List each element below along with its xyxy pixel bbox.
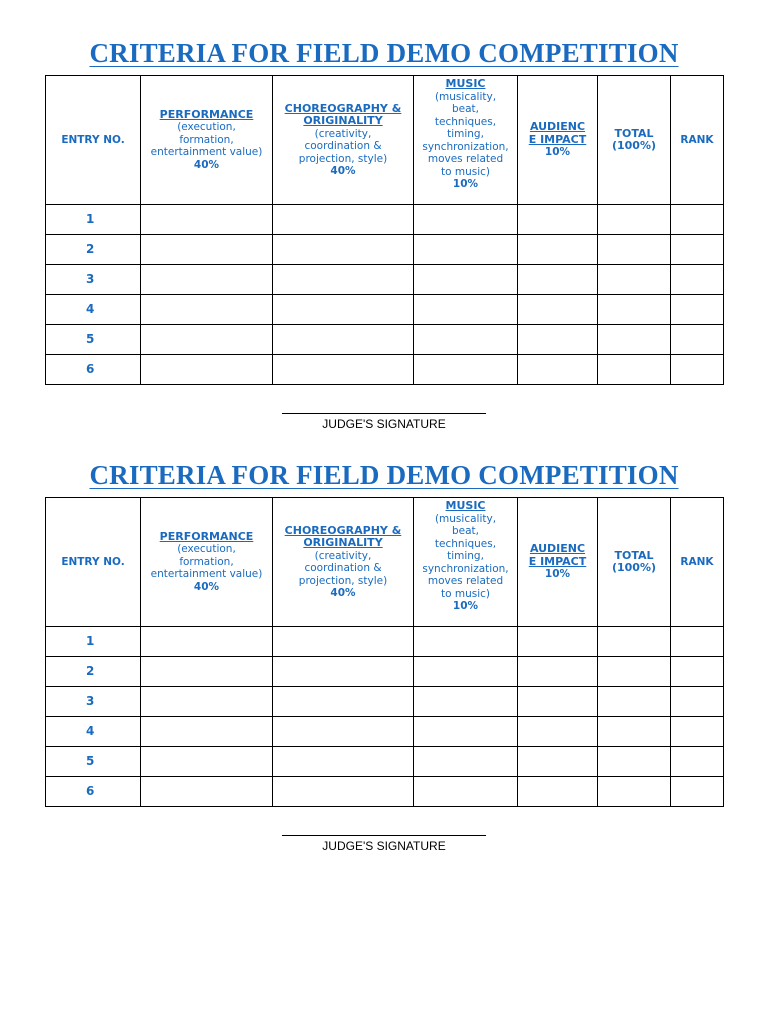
choreography-score-cell[interactable] <box>273 717 414 747</box>
entry-no-header: ENTRY NO. <box>46 76 141 205</box>
performance-score-cell[interactable] <box>141 657 273 687</box>
rank-cell[interactable] <box>671 235 724 265</box>
rank-cell[interactable] <box>671 205 724 235</box>
music-score-cell[interactable] <box>414 657 518 687</box>
music-score-cell[interactable] <box>414 295 518 325</box>
performance-score-cell[interactable] <box>141 687 273 717</box>
total-score-cell[interactable] <box>598 657 671 687</box>
music-score-cell[interactable] <box>414 687 518 717</box>
header-row <box>46 498 724 627</box>
entry-number: 3 <box>46 687 141 717</box>
signature-label: JUDGE'S SIGNATURE <box>322 839 446 853</box>
music-score-cell[interactable] <box>414 355 518 385</box>
sheet-title: CRITERIA FOR FIELD DEMO COMPETITION <box>89 38 679 68</box>
choreography-header: CHOREOGRAPHY & ORIGINALITY (creativity, coordination & projection, style) 40% <box>273 76 414 205</box>
choreography-header: CHOREOGRAPHY & ORIGINALITY (creativity, coordination & projection, style) 40% <box>273 498 414 627</box>
table-row <box>46 205 724 235</box>
entry-number: 1 <box>46 205 141 235</box>
audience-score-cell[interactable] <box>518 295 598 325</box>
rank-cell[interactable] <box>671 355 724 385</box>
rank-cell[interactable] <box>671 717 724 747</box>
entry-number: 6 <box>46 355 141 385</box>
choreography-score-cell[interactable] <box>273 777 414 807</box>
audience-score-cell[interactable] <box>518 355 598 385</box>
rank-cell[interactable] <box>671 687 724 717</box>
music-score-cell[interactable] <box>414 747 518 777</box>
rank-cell[interactable] <box>671 627 724 657</box>
table-row <box>46 355 724 385</box>
rank-header: RANK <box>671 498 724 627</box>
audience-score-cell[interactable] <box>518 747 598 777</box>
header-row <box>46 76 724 205</box>
total-score-cell[interactable] <box>598 777 671 807</box>
table-row <box>46 627 724 657</box>
total-score-cell[interactable] <box>598 355 671 385</box>
audience-score-cell[interactable] <box>518 265 598 295</box>
entry-number: 2 <box>46 657 141 687</box>
rank-cell[interactable] <box>671 657 724 687</box>
table-row <box>46 687 724 717</box>
audience-score-cell[interactable] <box>518 627 598 657</box>
signature-label: JUDGE'S SIGNATURE <box>322 417 446 431</box>
total-score-cell[interactable] <box>598 627 671 657</box>
audience-impact-header: AUDIENC E IMPACT 10% <box>518 498 598 627</box>
choreography-score-cell[interactable] <box>273 265 414 295</box>
entry-number: 2 <box>46 235 141 265</box>
entry-number: 6 <box>46 777 141 807</box>
choreography-score-cell[interactable] <box>273 355 414 385</box>
choreography-score-cell[interactable] <box>273 747 414 777</box>
choreography-score-cell[interactable] <box>273 657 414 687</box>
performance-score-cell[interactable] <box>141 235 273 265</box>
total-score-cell[interactable] <box>598 687 671 717</box>
choreography-score-cell[interactable] <box>273 295 414 325</box>
audience-impact-header: AUDIENC E IMPACT 10% <box>518 76 598 205</box>
performance-score-cell[interactable] <box>141 325 273 355</box>
table-row <box>46 295 724 325</box>
performance-score-cell[interactable] <box>141 205 273 235</box>
music-header: MUSIC (musicality, beat, techniques, timing, synchronization, moves related to music) 10% <box>414 498 518 627</box>
performance-score-cell[interactable] <box>141 777 273 807</box>
total-score-cell[interactable] <box>598 265 671 295</box>
total-score-cell[interactable] <box>598 325 671 355</box>
performance-score-cell[interactable] <box>141 295 273 325</box>
performance-score-cell[interactable] <box>141 265 273 295</box>
rank-header: RANK <box>671 76 724 205</box>
audience-score-cell[interactable] <box>518 687 598 717</box>
total-score-cell[interactable] <box>598 295 671 325</box>
rank-cell[interactable] <box>671 325 724 355</box>
music-score-cell[interactable] <box>414 627 518 657</box>
performance-score-cell[interactable] <box>141 717 273 747</box>
total-score-cell[interactable] <box>598 747 671 777</box>
sheet-title: CRITERIA FOR FIELD DEMO COMPETITION <box>89 460 679 490</box>
choreography-score-cell[interactable] <box>273 205 414 235</box>
music-header: MUSIC (musicality, beat, techniques, timing, synchronization, moves related to music) 10% <box>414 76 518 205</box>
entry-number: 1 <box>46 627 141 657</box>
table-row <box>46 325 724 355</box>
total-header: TOTAL (100%) <box>598 498 671 627</box>
entry-number: 4 <box>46 717 141 747</box>
rank-cell[interactable] <box>671 777 724 807</box>
entry-number: 5 <box>46 747 141 777</box>
entry-no-header: ENTRY NO. <box>46 498 141 627</box>
audience-score-cell[interactable] <box>518 205 598 235</box>
choreography-score-cell[interactable] <box>273 627 414 657</box>
performance-header: PERFORMANCE (execution, formation, entertainment value) 40% <box>141 76 273 205</box>
score-table <box>45 75 724 385</box>
rank-cell[interactable] <box>671 265 724 295</box>
choreography-score-cell[interactable] <box>273 325 414 355</box>
performance-score-cell[interactable] <box>141 355 273 385</box>
choreography-score-cell[interactable] <box>273 687 414 717</box>
audience-score-cell[interactable] <box>518 325 598 355</box>
table-row <box>46 717 724 747</box>
total-header: TOTAL (100%) <box>598 76 671 205</box>
total-score-cell[interactable] <box>598 235 671 265</box>
entry-number: 5 <box>46 325 141 355</box>
audience-score-cell[interactable] <box>518 777 598 807</box>
table-row <box>46 777 724 807</box>
table-row <box>46 747 724 777</box>
score-table <box>45 497 724 807</box>
performance-header: PERFORMANCE (execution, formation, entertainment value) 40% <box>141 498 273 627</box>
entry-number: 4 <box>46 295 141 325</box>
performance-score-cell[interactable] <box>141 627 273 657</box>
rank-cell[interactable] <box>671 747 724 777</box>
table-row <box>46 235 724 265</box>
performance-score-cell[interactable] <box>141 747 273 777</box>
signature-line[interactable] <box>282 835 486 836</box>
music-score-cell[interactable] <box>414 265 518 295</box>
table-row <box>46 265 724 295</box>
music-score-cell[interactable] <box>414 235 518 265</box>
audience-score-cell[interactable] <box>518 657 598 687</box>
choreography-score-cell[interactable] <box>273 235 414 265</box>
rank-cell[interactable] <box>671 295 724 325</box>
total-score-cell[interactable] <box>598 717 671 747</box>
table-row <box>46 657 724 687</box>
music-score-cell[interactable] <box>414 205 518 235</box>
music-score-cell[interactable] <box>414 717 518 747</box>
signature-line[interactable] <box>282 413 486 414</box>
audience-score-cell[interactable] <box>518 235 598 265</box>
music-score-cell[interactable] <box>414 325 518 355</box>
audience-score-cell[interactable] <box>518 717 598 747</box>
music-score-cell[interactable] <box>414 777 518 807</box>
total-score-cell[interactable] <box>598 205 671 235</box>
entry-number: 3 <box>46 265 141 295</box>
